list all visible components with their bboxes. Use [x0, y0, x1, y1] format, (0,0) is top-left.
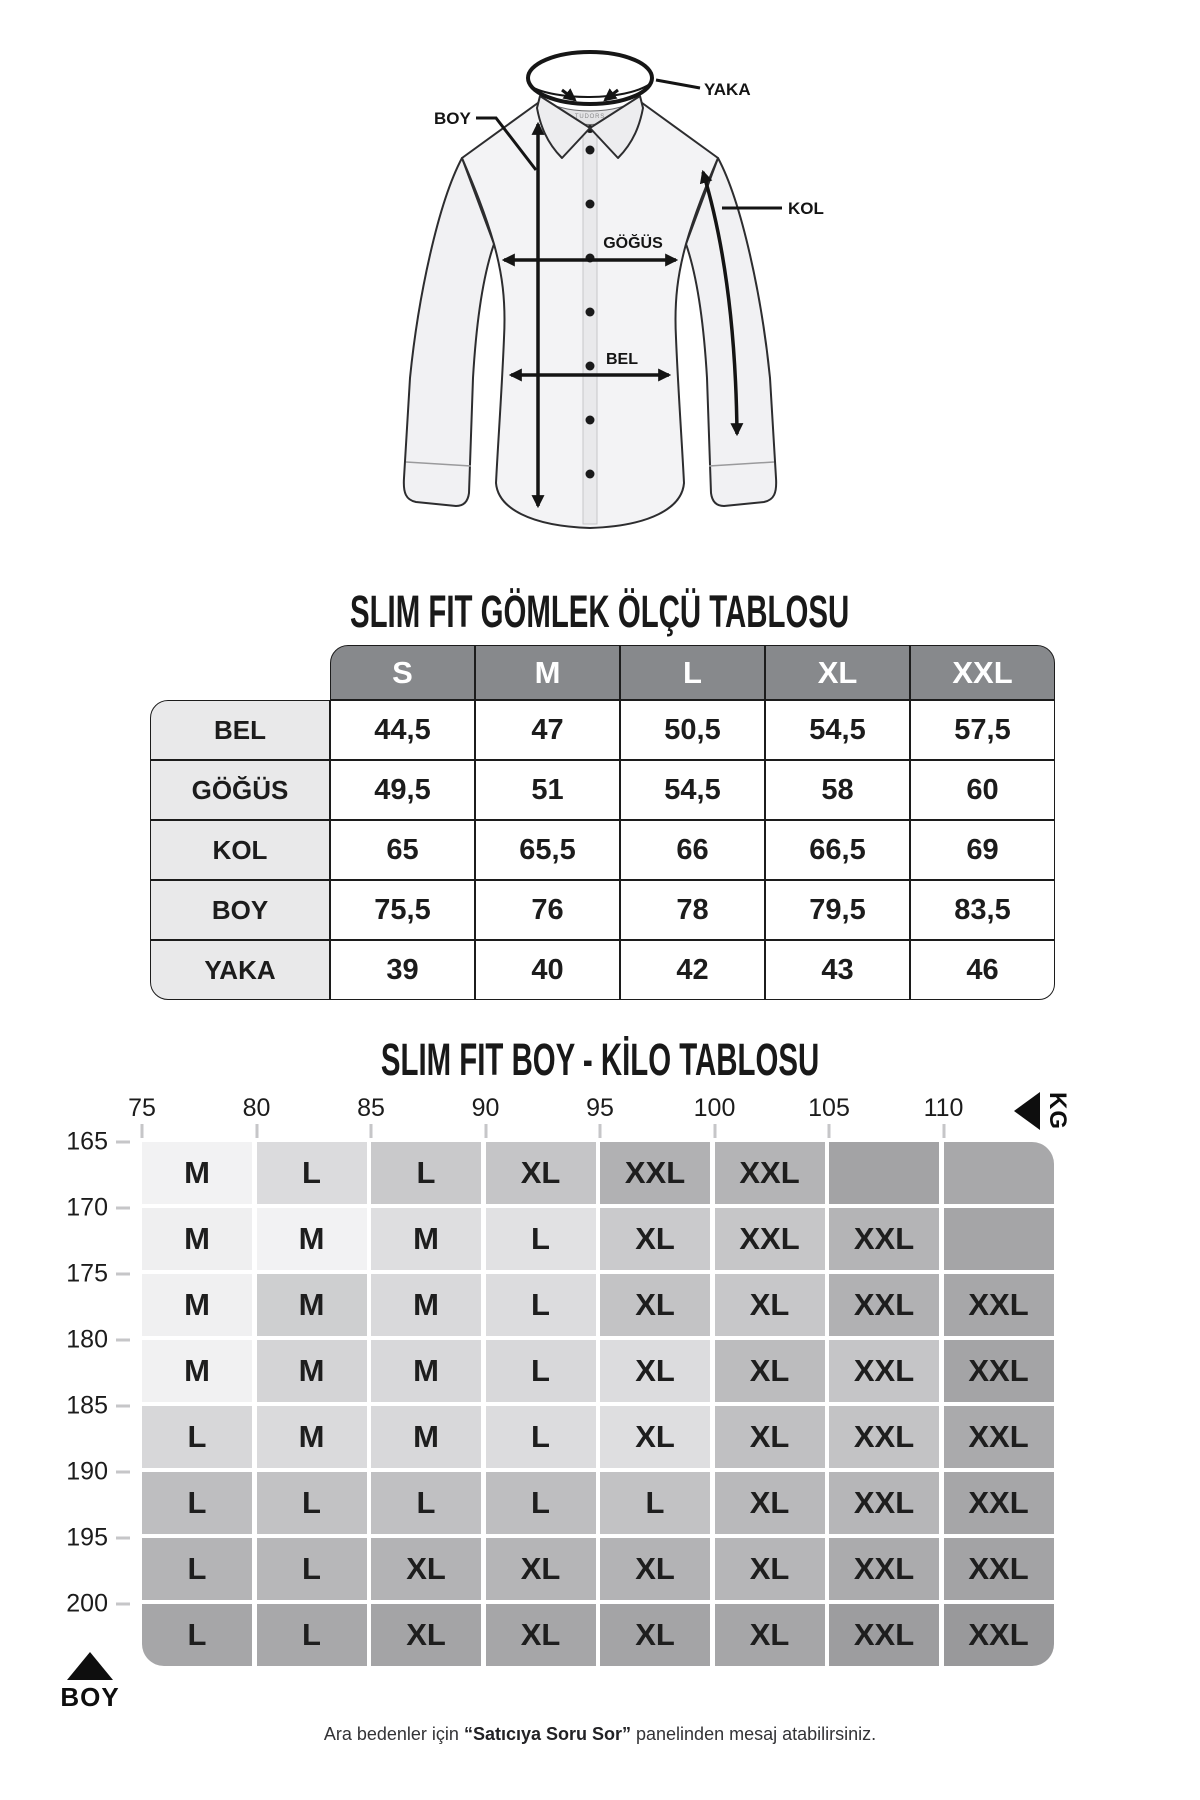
- fit-size-cell: L: [486, 1406, 596, 1468]
- boy-tick-mark: [116, 1207, 130, 1210]
- kg-tick-mark: [370, 1124, 373, 1138]
- button-placket: [583, 132, 597, 524]
- fit-size-cell: XXL: [829, 1538, 939, 1600]
- fit-size-cell: XXL: [944, 1538, 1054, 1600]
- footer-note: [0, 1724, 1200, 1745]
- fit-size-cell: XXL: [829, 1472, 939, 1534]
- size-table: [150, 645, 1055, 1000]
- fit-size-cell: XL: [715, 1538, 825, 1600]
- boy-tick-label: 185: [66, 1391, 108, 1420]
- fit-size-cell: L: [257, 1472, 367, 1534]
- boy-tick-label: 170: [66, 1193, 108, 1222]
- left-sleeve: [404, 158, 494, 506]
- fit-size-cell: XXL: [829, 1604, 939, 1666]
- boy-tick-label: 180: [66, 1325, 108, 1354]
- measure-value-cell: 78: [620, 880, 765, 940]
- fit-size-cell: XL: [600, 1406, 710, 1468]
- footer-bold-text: “Satıcıya Soru Sor”: [463, 1724, 631, 1744]
- fit-size-cell: XL: [715, 1406, 825, 1468]
- kg-tick-mark: [828, 1124, 831, 1138]
- label-bel: BEL: [606, 351, 638, 368]
- fit-size-cell: L: [142, 1406, 252, 1468]
- measure-value-cell: 42: [620, 940, 765, 1000]
- size-column-header: XL: [765, 645, 910, 700]
- measure-value-cell: 51: [475, 760, 620, 820]
- measure-value-cell: 83,5: [910, 880, 1055, 940]
- measure-value-cell: 79,5: [765, 880, 910, 940]
- fit-size-cell: L: [142, 1538, 252, 1600]
- size-column-header: XXL: [910, 645, 1055, 700]
- measure-value-cell: 60: [910, 760, 1055, 820]
- size-column-header: M: [475, 645, 620, 700]
- kg-arrow-left-icon: [1014, 1092, 1040, 1130]
- fit-size-cell: XXL: [944, 1406, 1054, 1468]
- boy-tick-label: 200: [66, 1589, 108, 1618]
- boy-tick-mark: [116, 1537, 130, 1540]
- fit-size-cell: M: [257, 1274, 367, 1336]
- kg-tick-label: 105: [808, 1094, 850, 1122]
- measure-value-cell: 66: [620, 820, 765, 880]
- measure-value-cell: 49,5: [330, 760, 475, 820]
- measure-value-cell: 39: [330, 940, 475, 1000]
- fit-size-cell: M: [257, 1340, 367, 1402]
- fit-chart-title: [0, 1036, 1200, 1084]
- boy-tick-mark: [116, 1405, 130, 1408]
- fit-size-cell: XXL: [715, 1142, 825, 1204]
- fit-empty-cell: [944, 1142, 1054, 1204]
- boy-tick-mark: [116, 1603, 130, 1606]
- fit-size-cell: L: [486, 1274, 596, 1336]
- shirt-diagram: [370, 38, 830, 558]
- fit-size-cell: M: [142, 1142, 252, 1204]
- boy-tick-label: 195: [66, 1523, 108, 1552]
- measure-value-cell: 58: [765, 760, 910, 820]
- label-kol: KOL: [788, 199, 824, 218]
- yaka-connector: [656, 80, 700, 88]
- fit-size-cell: L: [257, 1604, 367, 1666]
- fit-size-cell: L: [600, 1472, 710, 1534]
- fit-size-cell: M: [142, 1274, 252, 1336]
- measure-value-cell: 75,5: [330, 880, 475, 940]
- boy-axis-legend: [52, 1652, 128, 1713]
- fit-size-cell: XL: [715, 1472, 825, 1534]
- fit-chart-title-text: SLIM FIT BOY - KİLO TABLOSU: [380, 1034, 820, 1085]
- fit-size-cell: XL: [715, 1340, 825, 1402]
- kg-tick-label: 80: [242, 1094, 271, 1122]
- fit-size-cell: XXL: [829, 1340, 939, 1402]
- boy-arrow-up-icon: [67, 1652, 113, 1680]
- size-table-title: [0, 588, 1200, 636]
- fit-size-cell: XL: [600, 1538, 710, 1600]
- fit-size-cell: XL: [600, 1274, 710, 1336]
- fit-size-cell: XXL: [829, 1406, 939, 1468]
- kg-tick-mark: [484, 1124, 487, 1138]
- fit-chart-grid: [142, 1142, 1054, 1666]
- fit-size-cell: M: [142, 1208, 252, 1270]
- size-table-title-text: SLIM FIT GÖMLEK ÖLÇÜ TABLOSU: [350, 586, 850, 637]
- fit-size-cell: XXL: [600, 1142, 710, 1204]
- fit-size-cell: L: [486, 1208, 596, 1270]
- measure-value-cell: 57,5: [910, 700, 1055, 760]
- size-column-header: L: [620, 645, 765, 700]
- kg-tick-label: 85: [357, 1094, 385, 1122]
- boy-axis-label: BOY: [60, 1682, 120, 1712]
- fit-size-cell: M: [371, 1208, 481, 1270]
- brand-label: TUDORS: [574, 114, 606, 120]
- boy-tick-mark: [116, 1141, 130, 1144]
- measure-value-cell: 40: [475, 940, 620, 1000]
- boy-tick-label: 190: [66, 1457, 108, 1486]
- boy-tick-label: 175: [66, 1259, 108, 1288]
- measure-value-cell: 66,5: [765, 820, 910, 880]
- measure-value-cell: 69: [910, 820, 1055, 880]
- fit-size-cell: L: [486, 1472, 596, 1534]
- kg-tick-label: 110: [923, 1094, 964, 1122]
- measure-value-cell: 54,5: [765, 700, 910, 760]
- fit-size-cell: L: [257, 1142, 367, 1204]
- size-table-corner-spacer: [150, 645, 330, 700]
- shirt-svg: [370, 38, 830, 558]
- fit-size-cell: XXL: [829, 1274, 939, 1336]
- measure-row-label: YAKA: [150, 940, 330, 1000]
- boy-tick-mark: [116, 1273, 130, 1276]
- fit-size-cell: XL: [715, 1274, 825, 1336]
- fit-size-cell: XXL: [715, 1208, 825, 1270]
- fit-size-cell: XXL: [829, 1208, 939, 1270]
- fit-size-cell: XL: [486, 1604, 596, 1666]
- measure-row-label: BEL: [150, 700, 330, 760]
- kg-axis-legend: [1014, 1092, 1071, 1130]
- kg-tick-label: 100: [693, 1094, 736, 1122]
- fit-size-cell: XL: [600, 1340, 710, 1402]
- kg-axis-label: KG: [1044, 1092, 1071, 1130]
- kg-tick-label: 95: [586, 1094, 614, 1122]
- measure-row-label: GÖĞÜS: [150, 760, 330, 820]
- boy-tick-mark: [116, 1471, 130, 1474]
- fit-size-cell: L: [371, 1472, 481, 1534]
- fit-empty-cell: [829, 1142, 939, 1204]
- boy-tick-mark: [116, 1339, 130, 1342]
- fit-size-cell: M: [371, 1406, 481, 1468]
- fit-size-cell: XL: [371, 1604, 481, 1666]
- measure-value-cell: 47: [475, 700, 620, 760]
- measure-value-cell: 54,5: [620, 760, 765, 820]
- fit-size-cell: L: [142, 1604, 252, 1666]
- fit-size-cell: XL: [486, 1142, 596, 1204]
- kg-tick-mark: [713, 1124, 716, 1138]
- measure-value-cell: 44,5: [330, 700, 475, 760]
- fit-size-cell: M: [371, 1340, 481, 1402]
- fit-size-cell: L: [486, 1340, 596, 1402]
- fit-size-cell: M: [142, 1340, 252, 1402]
- label-gogus: GÖĞÜS: [603, 235, 663, 252]
- boy-tick-label: 165: [66, 1127, 108, 1156]
- kg-tick-label: 90: [471, 1094, 500, 1122]
- fit-size-cell: XL: [486, 1538, 596, 1600]
- kg-tick-mark: [141, 1124, 144, 1138]
- footer-suffix: panelinden mesaj atabilirsiniz.: [631, 1724, 877, 1744]
- size-column-header: S: [330, 645, 475, 700]
- fit-size-cell: XL: [600, 1604, 710, 1666]
- fit-size-cell: M: [257, 1406, 367, 1468]
- fit-size-cell: L: [371, 1142, 481, 1204]
- measure-value-cell: 46: [910, 940, 1055, 1000]
- measure-value-cell: 43: [765, 940, 910, 1000]
- fit-size-cell: XXL: [944, 1472, 1054, 1534]
- fit-size-cell: M: [371, 1274, 481, 1336]
- fit-size-cell: M: [257, 1208, 367, 1270]
- fit-empty-cell: [944, 1208, 1054, 1270]
- fit-size-cell: XL: [715, 1604, 825, 1666]
- fit-size-cell: L: [257, 1538, 367, 1600]
- measure-row-label: BOY: [150, 880, 330, 940]
- kg-tick-label: 75: [128, 1094, 156, 1122]
- measure-value-cell: 76: [475, 880, 620, 940]
- kg-tick-mark: [599, 1124, 602, 1138]
- measure-row-label: KOL: [150, 820, 330, 880]
- fit-size-cell: XXL: [944, 1604, 1054, 1666]
- fit-size-cell: L: [142, 1472, 252, 1534]
- kg-tick-mark: [942, 1124, 945, 1138]
- fit-size-cell: XL: [600, 1208, 710, 1270]
- label-boy: BOY: [434, 109, 471, 128]
- fit-size-cell: XXL: [944, 1340, 1054, 1402]
- footer-prefix: Ara bedenler için: [323, 1724, 464, 1744]
- fit-size-cell: XL: [371, 1538, 481, 1600]
- measure-value-cell: 50,5: [620, 700, 765, 760]
- measure-value-cell: 65,5: [475, 820, 620, 880]
- fit-size-cell: XXL: [944, 1274, 1054, 1336]
- measure-value-cell: 65: [330, 820, 475, 880]
- kg-tick-mark: [255, 1124, 258, 1138]
- label-yaka: YAKA: [704, 80, 751, 99]
